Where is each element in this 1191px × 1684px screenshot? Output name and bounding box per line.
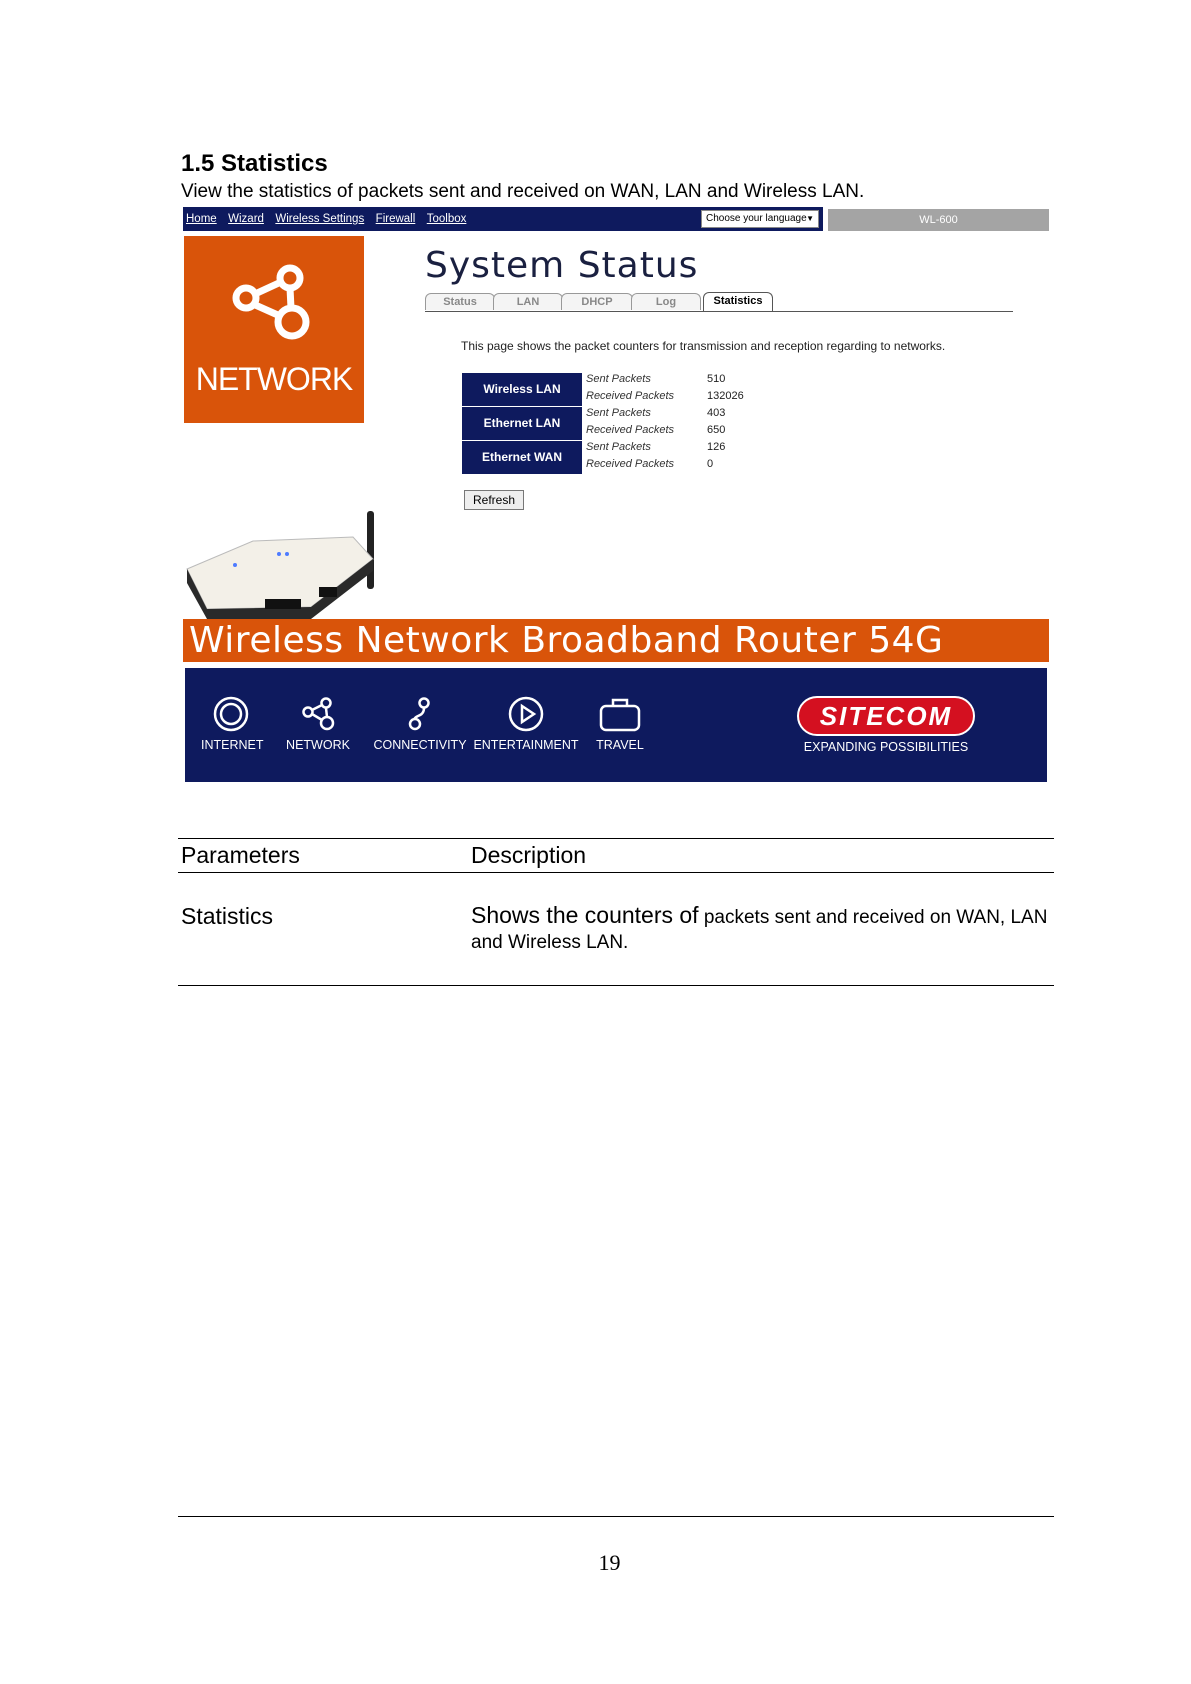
parameter-description-lead: Shows the counters of xyxy=(471,902,699,928)
table-bottom-rule xyxy=(178,985,1054,986)
received-packets-label: Received Packets xyxy=(586,424,675,436)
suitcase-icon xyxy=(598,696,642,732)
received-packets-value: 650 xyxy=(707,424,726,436)
footer-item-travel[interactable] xyxy=(590,696,650,752)
section-title: 1.5 Statistics xyxy=(181,150,328,177)
footer-item-label: ENTERTAINMENT xyxy=(473,738,579,752)
play-icon xyxy=(508,696,544,732)
router-device-image xyxy=(183,507,383,619)
tab-dhcp[interactable]: DHCP xyxy=(561,293,633,310)
sent-packets-label: Sent Packets xyxy=(586,407,651,419)
tab-statistics[interactable]: Statistics xyxy=(703,292,773,311)
sent-packets-value: 126 xyxy=(707,441,726,453)
internet-icon xyxy=(213,696,249,732)
nav-link-wizard[interactable]: Wizard xyxy=(228,213,264,225)
language-select[interactable] xyxy=(701,210,819,228)
stat-group-wireless-lan xyxy=(462,373,752,406)
parameter-description-rest: packets sent and received on WAN, LAN and Wireless LAN. xyxy=(471,907,1048,953)
received-packets-value: 132026 xyxy=(707,390,744,402)
status-description: This page shows the packet counters for transmission and reception regarding to networks. xyxy=(461,339,946,353)
product-banner xyxy=(183,619,1049,662)
network-icon xyxy=(300,696,336,732)
nav-link-wireless-settings[interactable]: Wireless Settings xyxy=(275,213,365,225)
nav-link-firewall[interactable]: Firewall xyxy=(375,213,416,225)
brand-footer xyxy=(185,668,1047,782)
sitecom-logo[interactable]: SITECOM xyxy=(797,696,975,736)
received-packets-label: Received Packets xyxy=(586,458,675,470)
footer-item-internet[interactable] xyxy=(201,696,264,752)
table-top-rule xyxy=(178,838,1054,839)
nav-link-home[interactable]: Home xyxy=(186,213,217,225)
footer-item-label: CONNECTIVITY xyxy=(373,738,467,752)
sent-packets-label: Sent Packets xyxy=(586,441,651,453)
stat-label: Wireless LAN xyxy=(462,373,582,406)
stat-group-ethernet-lan xyxy=(462,407,752,440)
language-select-value: Choose your language xyxy=(706,213,807,224)
parameter-description xyxy=(471,903,1051,955)
network-tile xyxy=(184,236,364,423)
stat-group-ethernet-wan xyxy=(462,441,752,474)
page-title: System Status xyxy=(425,245,699,286)
column-header-description: Description xyxy=(471,842,587,868)
footer-rule xyxy=(178,1516,1054,1517)
tab-log[interactable]: Log xyxy=(631,293,701,310)
network-icon xyxy=(230,264,320,344)
brand-tagline: EXPANDING POSSIBILITIES xyxy=(803,740,969,754)
sent-packets-value: 403 xyxy=(707,407,726,419)
tab-status[interactable]: Status xyxy=(425,293,495,310)
model-label: WL-600 xyxy=(828,209,1049,231)
sent-packets-label: Sent Packets xyxy=(586,373,651,385)
refresh-button[interactable]: Refresh xyxy=(464,490,524,510)
product-banner-text: Wireless Network Broadband Router 54G xyxy=(189,620,944,661)
section-intro: View the statistics of packets sent and received on WAN, LAN and Wireless LAN. xyxy=(181,181,865,202)
router-screenshot xyxy=(183,207,1049,782)
footer-item-label: NETWORK xyxy=(286,738,350,752)
footer-item-entertainment[interactable] xyxy=(472,696,580,752)
tab-bar xyxy=(425,291,1013,312)
connectivity-icon xyxy=(402,696,438,732)
footer-item-label: INTERNET xyxy=(201,738,264,752)
column-header-parameters: Parameters xyxy=(181,842,300,868)
received-packets-label: Received Packets xyxy=(586,390,675,402)
tab-lan[interactable]: LAN xyxy=(493,293,563,310)
router-nav-bar xyxy=(183,207,823,231)
sent-packets-value: 510 xyxy=(707,373,726,385)
chevron-down-icon: ▼ xyxy=(806,214,814,223)
footer-item-label: TRAVEL xyxy=(596,738,644,752)
stat-label: Ethernet LAN xyxy=(462,407,582,440)
footer-item-connectivity[interactable] xyxy=(371,696,469,752)
network-tile-label: NETWORK xyxy=(195,361,353,397)
stat-label: Ethernet WAN xyxy=(462,441,582,474)
table-header-rule xyxy=(178,872,1054,873)
footer-item-network[interactable] xyxy=(283,696,353,752)
page-number: 19 xyxy=(598,1550,621,1575)
parameter-name: Statistics xyxy=(181,903,274,929)
received-packets-value: 0 xyxy=(707,458,714,470)
nav-link-toolbox[interactable]: Toolbox xyxy=(426,213,467,225)
